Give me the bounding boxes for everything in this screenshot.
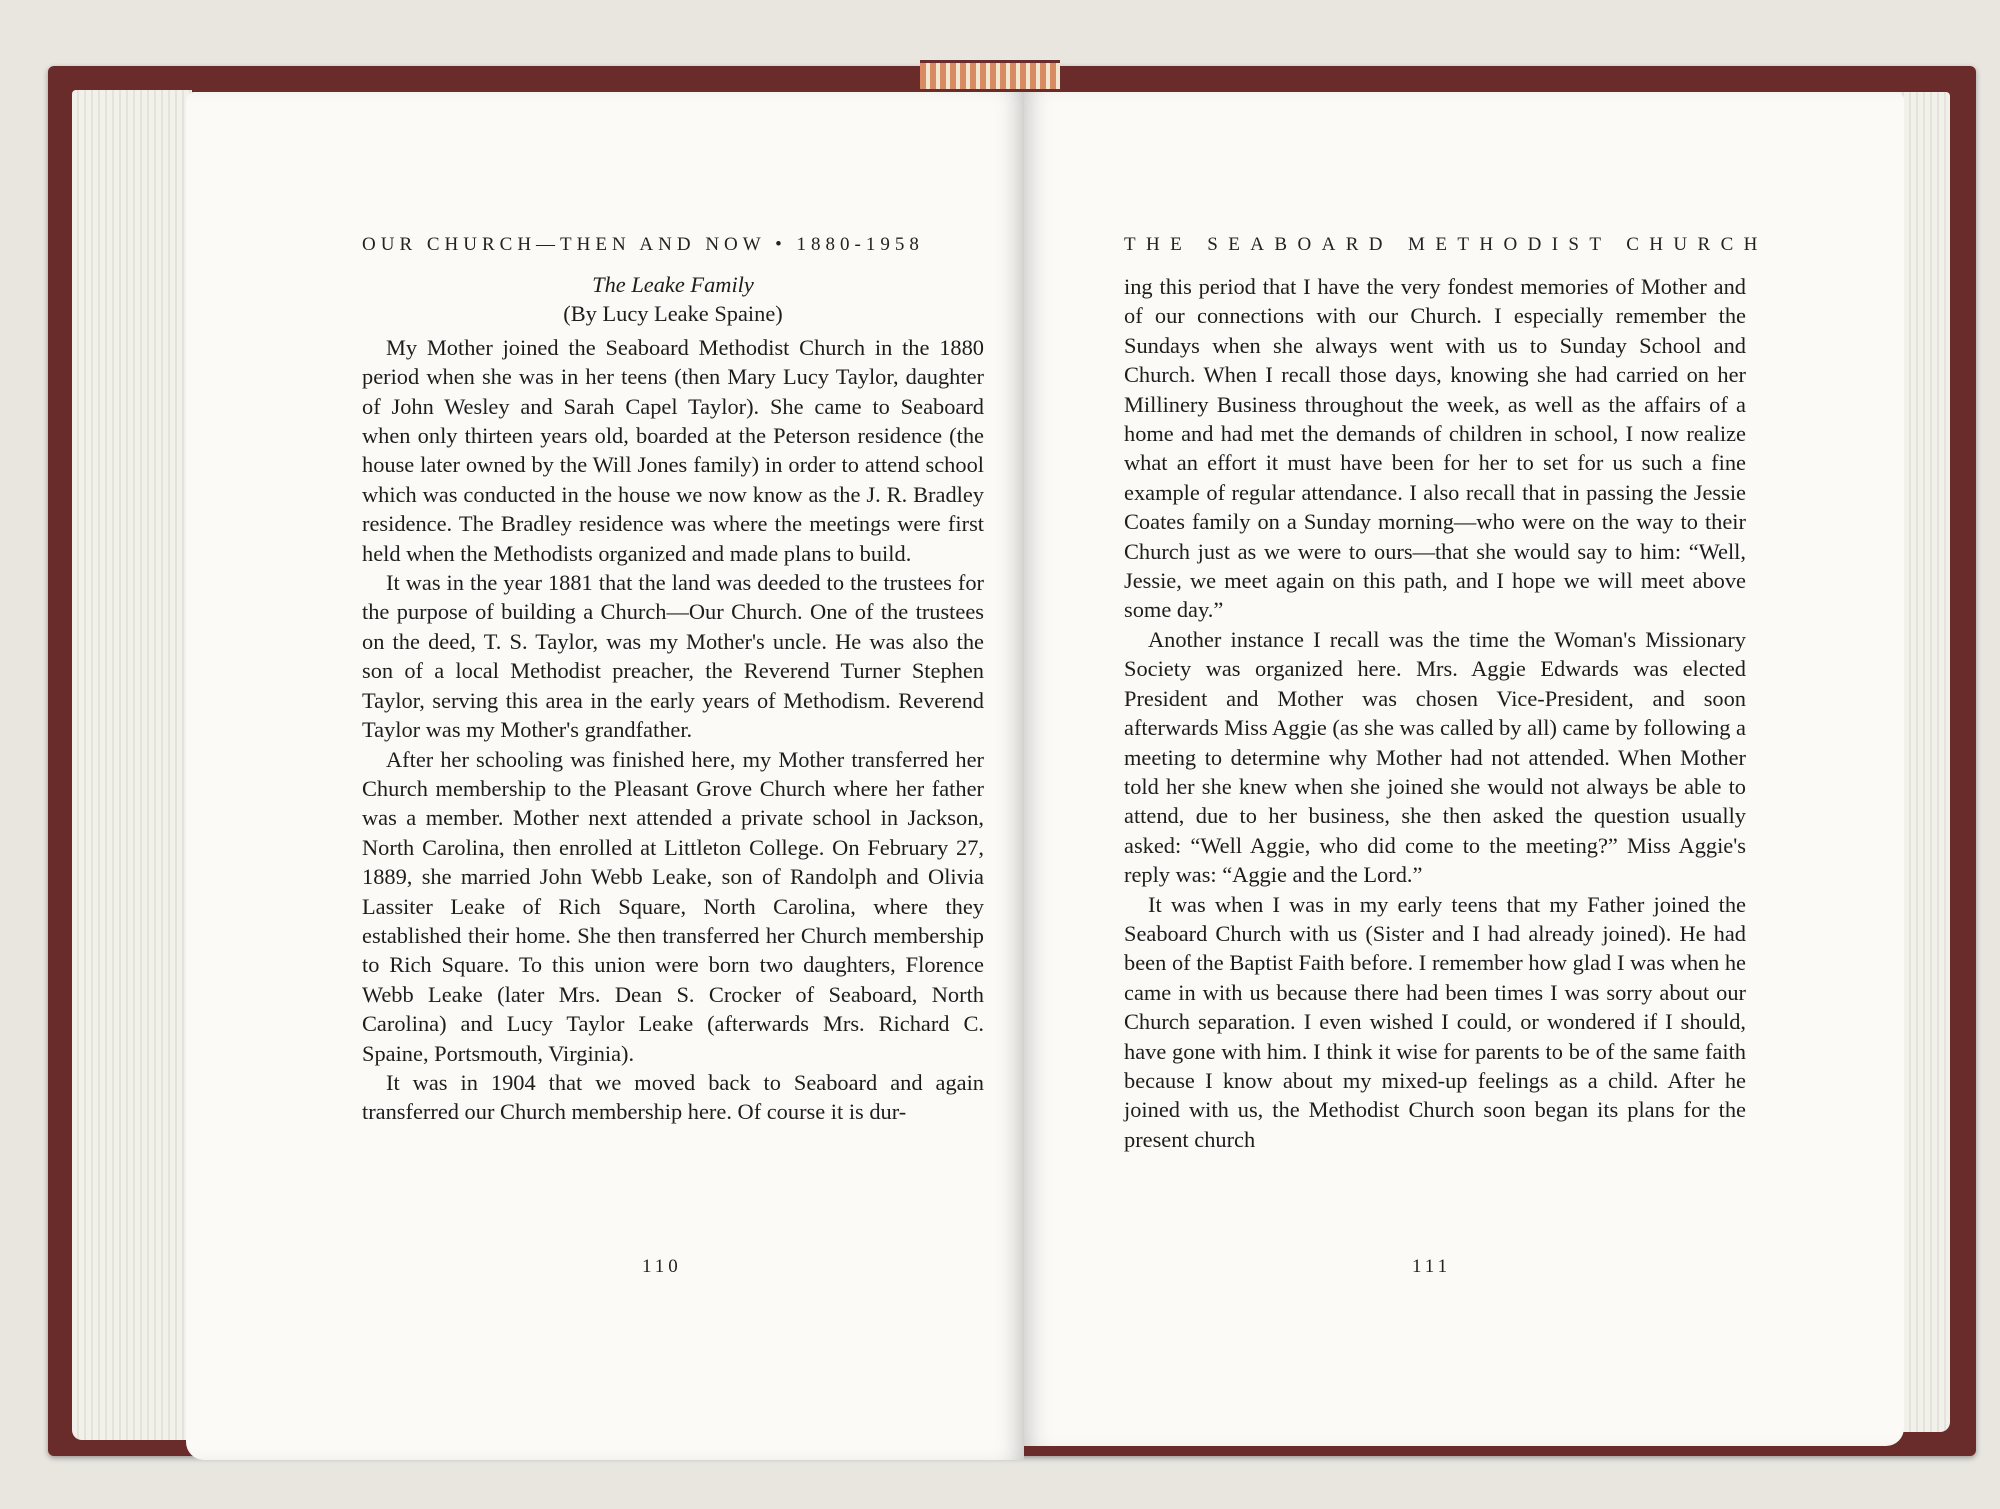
section-title: The Leake Family <box>592 272 754 297</box>
page-edges-left <box>72 90 192 1440</box>
left-page <box>186 92 1024 1460</box>
paragraph: After her schooling was finished here, my Mother transferred her Church membership to the Pleasant Grove Church where her father was a member. Mother next attended a private school in Jackson, North Carolina, then enrolled at Littleton College. On February 27, 1889, she married John Webb Leake, son of Randolph and Olivia Lassiter Leake of Rich Square, North Carolina, where they established their home. She then transferred her Church membership to Rich Square. To this union were born two daughters, Florence Webb Leake (later Mrs. Dean S. Crocker of Seaboard, North Carolina) and Lucy Taylor Leake (afterwards Mrs. Richard C. Spaine, Portsmouth, Virginia). <box>362 746 984 1066</box>
running-head-left: OUR CHURCH—THEN AND NOW • 1880-1958 <box>362 234 924 255</box>
paragraph: My Mother joined the Seaboard Methodist Church in the 1880 period when she was in her teens (then Mary Lucy Taylor, daughter of John Wesley and Sarah Capel Taylor). She came to Seaboard when only thirteen years old, boarded at the Peterson residence (the house later owned by the Will Jones family) in order to attend school which was conducted in the house we now know as the J. R. Bradley residence. The Bradley residence was where the meetings were first held when the Methodists organized and made plans to build. <box>362 334 984 566</box>
headband <box>920 60 1060 89</box>
paragraph: It was in the year 1881 that the land was deeded to the trustees for the purpose of building a Church—Our Church. One of the trustees on the deed, T. S. Taylor, was my Mother's uncle. He was also the son of a local Methodist preacher, the Reverend Turner Stephen Taylor, serving this area in the early years of Methodism. Reverend Taylor was my Mother's grandfather. <box>362 570 984 743</box>
paragraph: It was in 1904 that we moved back to Seaboard and again transferred our Church membership here. Of course it is dur- <box>362 1069 984 1125</box>
paragraph: It was when I was in my early teens that my Father joined the Seaboard Church with us (Sister and I had already joined). He had been of the Baptist Faith before. I remember how glad I was when he came in with us because there had been times I was sorry about our Church separation. I even wished I could, or wondered if I should, have gone with him. I think it wise for parents to be of the same faith because I know about my mixed-up feelings as a child. After he joined with us, the Methodist Church soon began its plans for the present church <box>1124 891 1746 1152</box>
right-page <box>1024 92 1904 1446</box>
page-number-left: 110 <box>642 1256 682 1277</box>
right-text-block <box>1124 272 1746 1154</box>
page-number-right: 111 <box>1412 1256 1452 1277</box>
running-head-right: THE SEABOARD METHODIST CHURCH <box>1124 234 1768 255</box>
byline: (By Lucy Leake Spaine) <box>563 301 783 327</box>
paragraph: ing this period that I have the very fondest memories of Mother and of our connections with our Church. I especially remember the Sundays when she always went with us to Sunday School and Church. When I recall those days, knowing she had carried on her Millinery Business throughout the week, as well as the affairs of a home and had met the demands of children in school, I now realize what an effort it must have been for her to set for us such a fine example of regular attendance. I also recall that in passing the Jessie Coates family on a Sunday morning—who were on the way to their Church just as we were to ours—that she would say to him: “Well, Jessie, we meet again on this path, and I hope we will meet above some day.” <box>1124 274 1746 623</box>
left-text-block <box>362 270 984 1127</box>
paragraph: Another instance I recall was the time the Woman's Missionary Society was organized here. Mrs. Aggie Edwards was elected President and Mother was chosen Vice-President, and soon afterwards Miss Aggie (as she was called by all) came by following a meeting to determine why Mother had not attended. When Mother told her she knew when she joined she would not always be able to attend, due to her business, she then asked the question usually asked: “Well Aggie, who did come to the meeting?” Miss Aggie's reply was: “Aggie and the Lord.” <box>1124 626 1746 888</box>
